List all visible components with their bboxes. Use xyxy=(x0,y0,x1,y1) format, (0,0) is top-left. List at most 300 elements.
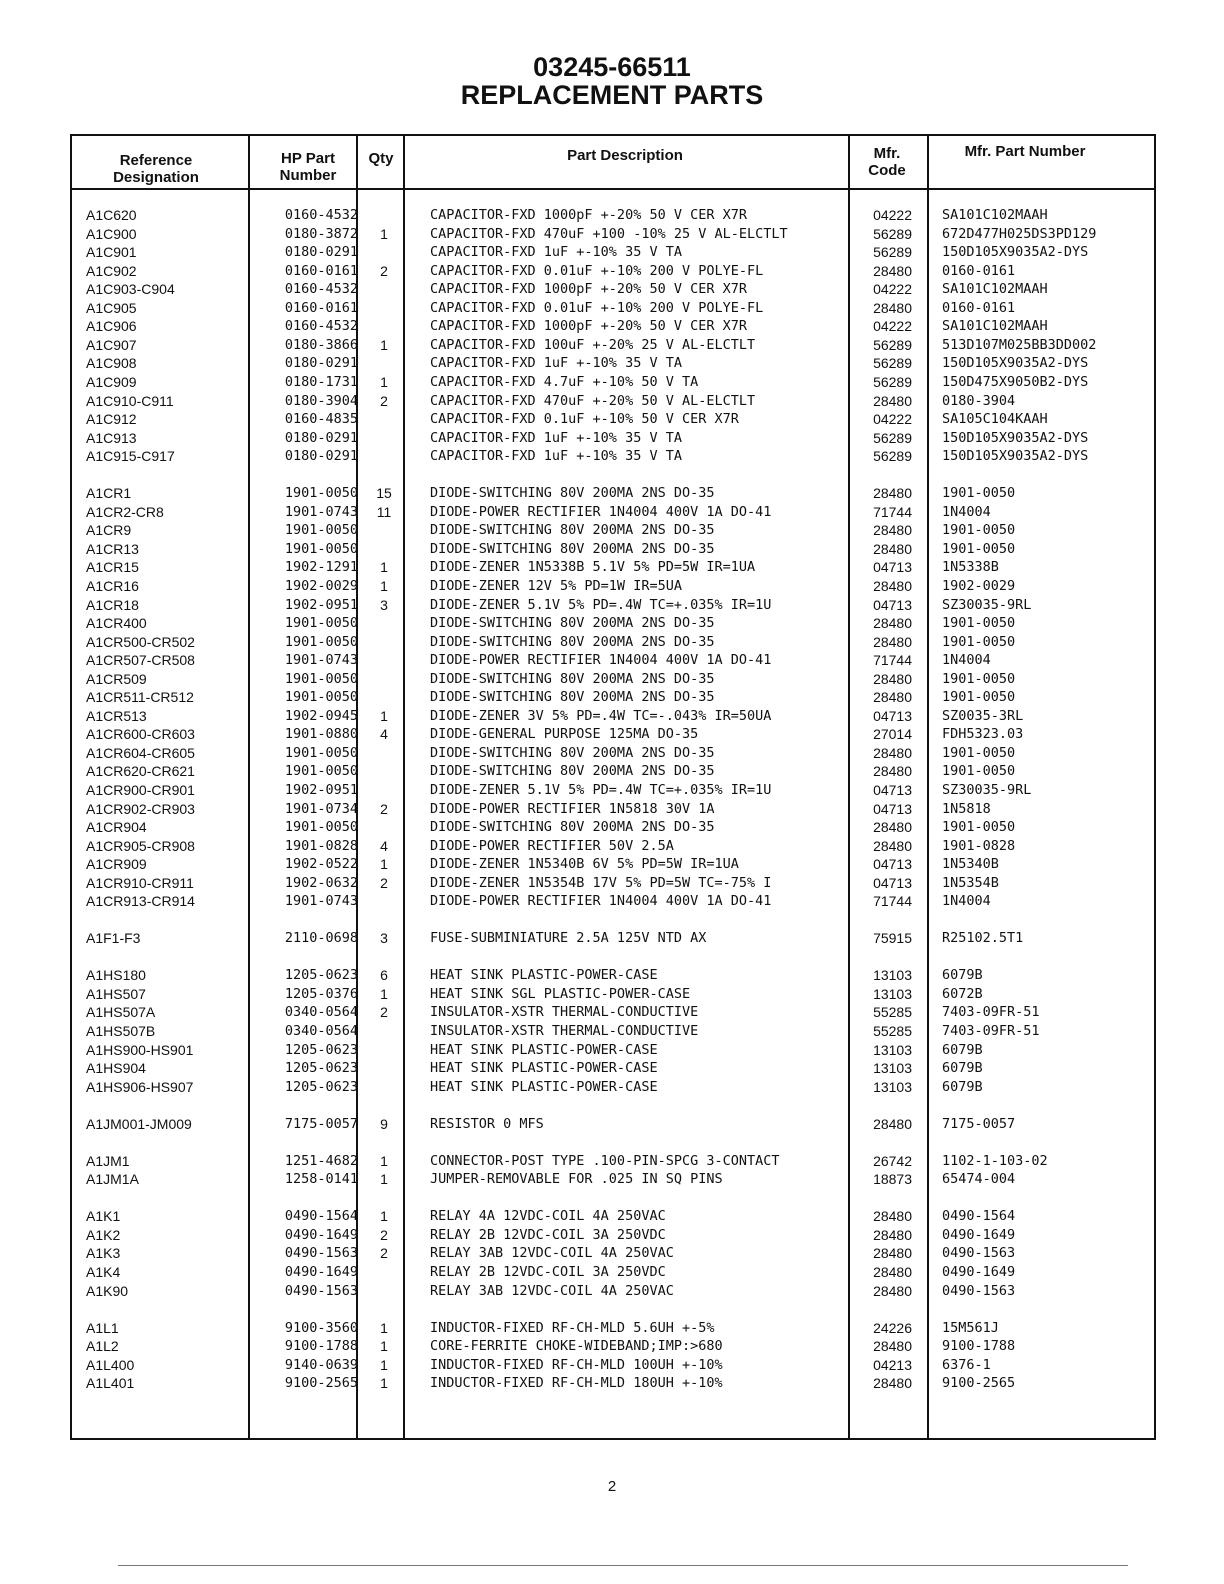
cell-mfr-code: 04713 xyxy=(873,559,912,575)
cell-mfr-code: 56289 xyxy=(873,374,912,390)
cell-mfr-part-number: 6079B xyxy=(942,1042,983,1058)
cell-mfr-part-number: 1N5354B xyxy=(942,875,999,891)
cell-reference-designation: A1HS180 xyxy=(86,967,146,983)
cell-qty: 2 xyxy=(380,875,388,891)
cell-part-description: DIODE-ZENER 3V 5% PD=.4W TC=-.043% IR=50UA xyxy=(430,708,772,724)
cell-mfr-part-number: 1901-0828 xyxy=(942,838,1016,854)
cell-mfr-part-number: 0160-0161 xyxy=(942,263,1016,279)
cell-reference-designation: A1K90 xyxy=(86,1283,129,1299)
cell-part-description: DIODE-SWITCHING 80V 200MA 2NS DO-35 xyxy=(430,485,715,501)
cell-reference-designation: A1K4 xyxy=(86,1264,121,1280)
cell-mfr-code: 75915 xyxy=(873,930,912,946)
cell-part-description: DIODE-ZENER 1N5338B 5.1V 5% PD=5W IR=1UA xyxy=(430,559,756,575)
cell-part-description: CAPACITOR-FXD 470uF +100 -10% 25 V AL-ELCTLT xyxy=(430,226,788,242)
cell-reference-designation: A1CR900-CR901 xyxy=(86,782,195,798)
header-hp-part-number: HP Part Number xyxy=(279,150,337,184)
cell-reference-designation: A1C909 xyxy=(86,374,137,390)
cell-mfr-part-number: 1N5338B xyxy=(942,559,999,575)
header-mfr-code: Mfr. Code xyxy=(868,145,906,179)
cell-mfr-code: 18873 xyxy=(873,1171,912,1187)
cell-qty: 2 xyxy=(380,801,388,817)
cell-hp-part-number: 2110-0698 xyxy=(284,930,358,946)
cell-hp-part-number: 0490-1563 xyxy=(284,1245,358,1261)
cell-part-description: CAPACITOR-FXD 100uF +-20% 25 V AL-ELCTLT xyxy=(430,337,756,353)
cell-part-description: HEAT SINK PLASTIC-POWER-CASE xyxy=(430,1042,658,1058)
cell-reference-designation: A1CR2-CR8 xyxy=(86,504,164,520)
cell-hp-part-number: 1902-0522 xyxy=(284,856,358,872)
cell-qty: 3 xyxy=(380,597,388,613)
cell-part-description: DIODE-SWITCHING 80V 200MA 2NS DO-35 xyxy=(430,522,715,538)
cell-part-description: RESISTOR 0 MFS xyxy=(430,1116,544,1132)
cell-mfr-part-number: 0490-1649 xyxy=(942,1264,1016,1280)
cell-mfr-code: 28480 xyxy=(873,1116,912,1132)
cell-part-description: RELAY 3AB 12VDC-COIL 4A 250VAC xyxy=(430,1245,674,1261)
cell-reference-designation: A1CR909 xyxy=(86,856,147,872)
cell-reference-designation: A1CR18 xyxy=(86,597,139,613)
cell-mfr-part-number: 7403-09FR-51 xyxy=(942,1004,1040,1020)
cell-mfr-part-number: FDH5323.03 xyxy=(942,726,1024,742)
cell-mfr-code: 28480 xyxy=(873,671,912,687)
cell-mfr-part-number: 6072B xyxy=(942,986,983,1002)
cell-mfr-code: 28480 xyxy=(873,1264,912,1280)
cell-reference-designation: A1K2 xyxy=(86,1227,121,1243)
cell-hp-part-number: 1205-0623 xyxy=(284,1042,358,1058)
cell-mfr-part-number: 0490-1564 xyxy=(942,1208,1016,1224)
cell-mfr-code: 13103 xyxy=(873,967,912,983)
cell-reference-designation: A1C903-C904 xyxy=(86,281,175,297)
cell-mfr-code: 28480 xyxy=(873,819,912,835)
cell-mfr-code: 71744 xyxy=(873,504,912,520)
cell-mfr-code: 28480 xyxy=(873,689,912,705)
cell-qty: 2 xyxy=(380,1004,388,1020)
cell-mfr-part-number: 1901-0050 xyxy=(942,819,1016,835)
cell-reference-designation: A1HS507B xyxy=(86,1023,156,1039)
cell-part-description: DIODE-SWITCHING 80V 200MA 2NS DO-35 xyxy=(430,763,715,779)
cell-mfr-code: 28480 xyxy=(873,1208,912,1224)
cell-part-description: DIODE-POWER RECTIFIER 1N4004 400V 1A DO-41 xyxy=(430,652,772,668)
cell-mfr-code: 13103 xyxy=(873,1042,912,1058)
cell-reference-designation: A1C907 xyxy=(86,337,137,353)
cell-mfr-part-number: 1N4004 xyxy=(942,652,991,668)
cell-hp-part-number: 0180-0291 xyxy=(284,355,358,371)
cell-mfr-code: 04213 xyxy=(873,1357,912,1373)
cell-reference-designation: A1C901 xyxy=(86,244,137,260)
column-divider xyxy=(403,134,405,1440)
cell-part-description: DIODE-ZENER 1N5354B 17V 5% PD=5W TC=-75% I xyxy=(430,875,772,891)
cell-qty: 9 xyxy=(380,1116,388,1132)
cell-reference-designation: A1JM1A xyxy=(86,1171,139,1187)
cell-mfr-part-number: 1902-0029 xyxy=(942,578,1016,594)
cell-part-description: FUSE-SUBMINIATURE 2.5A 125V NTD AX xyxy=(430,930,707,946)
cell-mfr-code: 28480 xyxy=(873,541,912,557)
cell-mfr-code: 28480 xyxy=(873,615,912,631)
cell-reference-designation: A1F1-F3 xyxy=(86,930,141,946)
cell-part-description: DIODE-ZENER 1N5340B 6V 5% PD=5W IR=1UA xyxy=(430,856,739,872)
cell-hp-part-number: 1901-0050 xyxy=(284,763,358,779)
cell-part-description: DIODE-SWITCHING 80V 200MA 2NS DO-35 xyxy=(430,615,715,631)
cell-hp-part-number: 0490-1563 xyxy=(284,1283,358,1299)
cell-reference-designation: A1CR15 xyxy=(86,559,139,575)
cell-part-description: HEAT SINK SGL PLASTIC-POWER-CASE xyxy=(430,986,691,1002)
cell-hp-part-number: 1901-0734 xyxy=(284,801,358,817)
cell-part-description: CAPACITOR-FXD 1uF +-10% 35 V TA xyxy=(430,355,682,371)
cell-part-description: DIODE-POWER RECTIFIER 1N5818 30V 1A xyxy=(430,801,715,817)
cell-mfr-part-number: SA105C104KAAH xyxy=(942,411,1048,427)
cell-hp-part-number: 9100-1788 xyxy=(284,1338,358,1354)
header-qty: Qty xyxy=(368,150,394,167)
cell-qty: 1 xyxy=(380,578,388,594)
cell-mfr-part-number: 513D107M025BB3DD002 xyxy=(942,337,1097,353)
cell-mfr-code: 28480 xyxy=(873,634,912,650)
cell-part-description: CAPACITOR-FXD 0.01uF +-10% 200 V POLYE-FL xyxy=(430,300,764,316)
cell-reference-designation: A1C902 xyxy=(86,263,137,279)
cell-mfr-part-number: 1901-0050 xyxy=(942,615,1016,631)
cell-part-description: DIODE-SWITCHING 80V 200MA 2NS DO-35 xyxy=(430,541,715,557)
cell-mfr-code: 71744 xyxy=(873,893,912,909)
cell-reference-designation: A1CR913-CR914 xyxy=(86,893,195,909)
cell-hp-part-number: 7175-0057 xyxy=(284,1116,358,1132)
cell-reference-designation: A1L400 xyxy=(86,1357,135,1373)
cell-reference-designation: A1HS507A xyxy=(86,1004,156,1020)
cell-qty: 4 xyxy=(380,838,388,854)
cell-qty: 6 xyxy=(380,967,388,983)
cell-hp-part-number: 0490-1564 xyxy=(284,1208,358,1224)
cell-hp-part-number: 1902-0632 xyxy=(284,875,358,891)
cell-mfr-part-number: 150D105X9035A2-DYS xyxy=(942,244,1089,260)
cell-reference-designation: A1C912 xyxy=(86,411,137,427)
cell-hp-part-number: 0160-4532 xyxy=(284,207,358,223)
cell-mfr-part-number: SZ30035-9RL xyxy=(942,782,1032,798)
cell-mfr-code: 04713 xyxy=(873,801,912,817)
cell-hp-part-number: 0490-1649 xyxy=(284,1264,358,1280)
cell-reference-designation: A1CR902-CR903 xyxy=(86,801,195,817)
cell-mfr-part-number: 150D475X9050B2-DYS xyxy=(942,374,1089,390)
cell-qty: 1 xyxy=(380,1171,388,1187)
cell-hp-part-number: 0180-0291 xyxy=(284,448,358,464)
cell-hp-part-number: 1901-0050 xyxy=(284,689,358,705)
cell-part-description: RELAY 4A 12VDC-COIL 4A 250VAC xyxy=(430,1208,666,1224)
cell-qty: 4 xyxy=(380,726,388,742)
cell-hp-part-number: 1901-0050 xyxy=(284,634,358,650)
cell-qty: 2 xyxy=(380,1227,388,1243)
cell-part-description: CAPACITOR-FXD 0.1uF +-10% 50 V CER X7R xyxy=(430,411,739,427)
cell-mfr-part-number: 1901-0050 xyxy=(942,522,1016,538)
cell-mfr-part-number: 0490-1563 xyxy=(942,1283,1016,1299)
cell-mfr-code: 28480 xyxy=(873,263,912,279)
cell-part-description: CAPACITOR-FXD 0.01uF +-10% 200 V POLYE-FL xyxy=(430,263,764,279)
cell-mfr-part-number: 150D105X9035A2-DYS xyxy=(942,430,1089,446)
cell-part-description: INDUCTOR-FIXED RF-CH-MLD 100UH +-10% xyxy=(430,1357,723,1373)
cell-mfr-part-number: 9100-1788 xyxy=(942,1338,1016,1354)
cell-mfr-code: 55285 xyxy=(873,1023,912,1039)
cell-mfr-code: 28480 xyxy=(873,485,912,501)
cell-reference-designation: A1CR910-CR911 xyxy=(86,875,194,891)
cell-part-description: CAPACITOR-FXD 1000pF +-20% 50 V CER X7R xyxy=(430,207,747,223)
cell-qty: 1 xyxy=(380,1153,388,1169)
cell-reference-designation: A1K1 xyxy=(86,1208,121,1224)
cell-reference-designation: A1CR400 xyxy=(86,615,147,631)
cell-mfr-code: 13103 xyxy=(873,1079,912,1095)
cell-reference-designation: A1CR511-CR512 xyxy=(86,689,194,705)
cell-qty: 1 xyxy=(380,337,388,353)
cell-mfr-part-number: 7403-09FR-51 xyxy=(942,1023,1040,1039)
cell-hp-part-number: 1251-4682 xyxy=(284,1153,358,1169)
cell-hp-part-number: 0490-1649 xyxy=(284,1227,358,1243)
cell-mfr-code: 04713 xyxy=(873,708,912,724)
cell-reference-designation: A1CR500-CR502 xyxy=(86,634,195,650)
cell-mfr-part-number: 65474-004 xyxy=(942,1171,1016,1187)
cell-reference-designation: A1HS904 xyxy=(86,1060,146,1076)
cell-mfr-part-number: 6079B xyxy=(942,1079,983,1095)
cell-reference-designation: A1CR16 xyxy=(86,578,139,594)
cell-mfr-code: 13103 xyxy=(873,986,912,1002)
cell-part-description: HEAT SINK PLASTIC-POWER-CASE xyxy=(430,967,658,983)
cell-part-description: CAPACITOR-FXD 1000pF +-20% 50 V CER X7R xyxy=(430,281,747,297)
cell-hp-part-number: 1205-0623 xyxy=(284,1079,358,1095)
cell-reference-designation: A1CR905-CR908 xyxy=(86,838,195,854)
header-reference-designation: Reference Designation xyxy=(113,152,199,186)
cell-part-description: DIODE-SWITCHING 80V 200MA 2NS DO-35 xyxy=(430,745,715,761)
cell-hp-part-number: 0180-1731 xyxy=(284,374,358,390)
cell-mfr-part-number: SZ0035-3RL xyxy=(942,708,1024,724)
cell-hp-part-number: 0340-0564 xyxy=(284,1023,358,1039)
cell-hp-part-number: 1901-0050 xyxy=(284,485,358,501)
cell-mfr-code: 28480 xyxy=(873,1283,912,1299)
cell-qty: 2 xyxy=(380,393,388,409)
cell-mfr-code: 28480 xyxy=(873,745,912,761)
cell-mfr-code: 28480 xyxy=(873,393,912,409)
cell-qty: 1 xyxy=(380,708,388,724)
cell-mfr-part-number: 1901-0050 xyxy=(942,634,1016,650)
bottom-rule xyxy=(118,1565,1128,1566)
cell-hp-part-number: 1901-0828 xyxy=(284,838,358,854)
cell-hp-part-number: 1901-0743 xyxy=(284,504,358,520)
cell-part-description: RELAY 2B 12VDC-COIL 3A 250VDC xyxy=(430,1227,666,1243)
column-divider xyxy=(848,134,850,1440)
cell-mfr-part-number: 0490-1563 xyxy=(942,1245,1016,1261)
cell-reference-designation: A1HS900-HS901 xyxy=(86,1042,194,1058)
cell-mfr-part-number: SA101C102MAAH xyxy=(942,281,1048,297)
cell-part-description: CAPACITOR-FXD 1uF +-10% 35 V TA xyxy=(430,448,682,464)
cell-part-description: CORE-FERRITE CHOKE-WIDEBAND;IMP:>680 xyxy=(430,1338,723,1354)
cell-mfr-code: 28480 xyxy=(873,1338,912,1354)
cell-mfr-code: 56289 xyxy=(873,430,912,446)
cell-reference-designation: A1CR600-CR603 xyxy=(86,726,195,742)
cell-mfr-code: 56289 xyxy=(873,226,912,242)
cell-mfr-part-number: SZ30035-9RL xyxy=(942,597,1032,613)
cell-hp-part-number: 0160-4532 xyxy=(284,281,358,297)
cell-reference-designation: A1HS906-HS907 xyxy=(86,1079,194,1095)
column-divider xyxy=(248,134,250,1440)
cell-reference-designation: A1C908 xyxy=(86,355,137,371)
page-number: 2 xyxy=(607,1478,617,1495)
cell-qty: 1 xyxy=(380,374,388,390)
cell-mfr-part-number: 1901-0050 xyxy=(942,763,1016,779)
cell-part-description: DIODE-POWER RECTIFIER 50V 2.5A xyxy=(430,838,674,854)
cell-reference-designation: A1C915-C917 xyxy=(86,448,175,464)
cell-qty: 1 xyxy=(380,226,388,242)
cell-mfr-part-number: 1N5818 xyxy=(942,801,991,817)
cell-hp-part-number: 9100-2565 xyxy=(284,1375,358,1391)
cell-hp-part-number: 0180-0291 xyxy=(284,244,358,260)
cell-hp-part-number: 1901-0050 xyxy=(284,819,358,835)
cell-reference-designation: A1CR509 xyxy=(86,671,147,687)
cell-reference-designation: A1JM001-JM009 xyxy=(86,1116,192,1132)
cell-reference-designation: A1CR9 xyxy=(86,522,132,538)
cell-part-description: CAPACITOR-FXD 1uF +-10% 35 V TA xyxy=(430,430,682,446)
cell-mfr-code: 27014 xyxy=(873,726,912,742)
cell-qty: 1 xyxy=(380,856,388,872)
cell-hp-part-number: 1901-0050 xyxy=(284,745,358,761)
cell-hp-part-number: 1901-0050 xyxy=(284,671,358,687)
cell-mfr-code: 28480 xyxy=(873,763,912,779)
cell-mfr-code: 55285 xyxy=(873,1004,912,1020)
cell-qty: 1 xyxy=(380,1357,388,1373)
cell-qty: 1 xyxy=(380,986,388,1002)
cell-mfr-code: 56289 xyxy=(873,244,912,260)
cell-mfr-part-number: SA101C102MAAH xyxy=(942,318,1048,334)
cell-hp-part-number: 1901-0743 xyxy=(284,893,358,909)
cell-hp-part-number: 0180-3872 xyxy=(284,226,358,242)
cell-mfr-part-number: 6079B xyxy=(942,967,983,983)
cell-part-description: DIODE-SWITCHING 80V 200MA 2NS DO-35 xyxy=(430,819,715,835)
cell-part-description: DIODE-SWITCHING 80V 200MA 2NS DO-35 xyxy=(430,671,715,687)
cell-hp-part-number: 1902-1291 xyxy=(284,559,358,575)
cell-mfr-code: 71744 xyxy=(873,652,912,668)
cell-hp-part-number: 9140-0639 xyxy=(284,1357,358,1373)
cell-mfr-part-number: R25102.5T1 xyxy=(942,930,1024,946)
cell-qty: 2 xyxy=(380,1245,388,1261)
cell-qty: 3 xyxy=(380,930,388,946)
cell-mfr-code: 04222 xyxy=(873,318,912,334)
cell-mfr-code: 56289 xyxy=(873,448,912,464)
cell-hp-part-number: 1901-0050 xyxy=(284,615,358,631)
cell-part-description: INSULATOR-XSTR THERMAL-CONDUCTIVE xyxy=(430,1004,699,1020)
cell-mfr-part-number: 1901-0050 xyxy=(942,671,1016,687)
cell-part-description: CONNECTOR-POST TYPE .100-PIN-SPCG 3-CONTACT xyxy=(430,1153,780,1169)
cell-mfr-code: 04713 xyxy=(873,856,912,872)
cell-qty: 11 xyxy=(376,504,392,520)
cell-hp-part-number: 0180-3904 xyxy=(284,393,358,409)
cell-mfr-code: 28480 xyxy=(873,578,912,594)
cell-part-description: DIODE-SWITCHING 80V 200MA 2NS DO-35 xyxy=(430,634,715,650)
cell-part-description: CAPACITOR-FXD 1uF +-10% 35 V TA xyxy=(430,244,682,260)
cell-part-description: DIODE-SWITCHING 80V 200MA 2NS DO-35 xyxy=(430,689,715,705)
cell-reference-designation: A1CR507-CR508 xyxy=(86,652,195,668)
cell-hp-part-number: 0180-0291 xyxy=(284,430,358,446)
cell-mfr-part-number: 1901-0050 xyxy=(942,689,1016,705)
cell-mfr-code: 04222 xyxy=(873,281,912,297)
cell-reference-designation: A1CR1 xyxy=(86,485,132,501)
cell-part-description: CAPACITOR-FXD 1000pF +-20% 50 V CER X7R xyxy=(430,318,747,334)
cell-qty: 15 xyxy=(376,485,392,501)
cell-mfr-part-number: 1N4004 xyxy=(942,893,991,909)
cell-reference-designation: A1K3 xyxy=(86,1245,121,1261)
cell-reference-designation: A1CR620-CR621 xyxy=(86,763,195,779)
cell-mfr-part-number: 0490-1649 xyxy=(942,1227,1016,1243)
cell-reference-designation: A1CR13 xyxy=(86,541,139,557)
cell-hp-part-number: 1901-0050 xyxy=(284,541,358,557)
document-subtitle: REPLACEMENT PARTS xyxy=(460,80,764,110)
cell-mfr-part-number: 1102-1-103-02 xyxy=(942,1153,1048,1169)
cell-mfr-part-number: 150D105X9035A2-DYS xyxy=(942,448,1089,464)
cell-mfr-code: 28480 xyxy=(873,1375,912,1391)
cell-mfr-part-number: 6079B xyxy=(942,1060,983,1076)
cell-hp-part-number: 9100-3560 xyxy=(284,1320,358,1336)
cell-mfr-part-number: 7175-0057 xyxy=(942,1116,1016,1132)
cell-mfr-part-number: 1N4004 xyxy=(942,504,991,520)
cell-reference-designation: A1L1 xyxy=(86,1320,119,1336)
cell-part-description: HEAT SINK PLASTIC-POWER-CASE xyxy=(430,1079,658,1095)
cell-mfr-code: 04713 xyxy=(873,875,912,891)
cell-part-description: INDUCTOR-FIXED RF-CH-MLD 5.6UH +-5% xyxy=(430,1320,715,1336)
cell-mfr-part-number: 9100-2565 xyxy=(942,1375,1016,1391)
column-divider xyxy=(927,134,929,1440)
cell-reference-designation: A1C900 xyxy=(86,226,137,242)
cell-mfr-code: 04713 xyxy=(873,782,912,798)
cell-mfr-code: 26742 xyxy=(873,1153,912,1169)
cell-hp-part-number: 1902-0029 xyxy=(284,578,358,594)
cell-part-description: DIODE-POWER RECTIFIER 1N4004 400V 1A DO-41 xyxy=(430,893,772,909)
cell-qty: 1 xyxy=(380,1208,388,1224)
cell-hp-part-number: 0160-0161 xyxy=(284,300,358,316)
cell-hp-part-number: 0160-4835 xyxy=(284,411,358,427)
cell-hp-part-number: 1205-0623 xyxy=(284,967,358,983)
cell-reference-designation: A1C906 xyxy=(86,318,137,334)
cell-mfr-code: 04713 xyxy=(873,597,912,613)
cell-mfr-code: 13103 xyxy=(873,1060,912,1076)
cell-mfr-code: 28480 xyxy=(873,300,912,316)
cell-part-description: INSULATOR-XSTR THERMAL-CONDUCTIVE xyxy=(430,1023,699,1039)
cell-hp-part-number: 1902-0945 xyxy=(284,708,358,724)
cell-reference-designation: A1C913 xyxy=(86,430,137,446)
cell-mfr-code: 04222 xyxy=(873,207,912,223)
cell-reference-designation: A1L401 xyxy=(86,1375,135,1391)
header-mfr-part-number: Mfr. Part Number xyxy=(964,143,1086,160)
cell-mfr-part-number: 672D477H025DS3PD129 xyxy=(942,226,1097,242)
cell-part-description: DIODE-ZENER 5.1V 5% PD=.4W TC=+.035% IR=1U xyxy=(430,782,772,798)
cell-hp-part-number: 1901-0880 xyxy=(284,726,358,742)
cell-hp-part-number: 1901-0050 xyxy=(284,522,358,538)
cell-part-description: HEAT SINK PLASTIC-POWER-CASE xyxy=(430,1060,658,1076)
cell-part-description: CAPACITOR-FXD 4.7uF +-10% 50 V TA xyxy=(430,374,699,390)
cell-mfr-part-number: 1N5340B xyxy=(942,856,999,872)
cell-mfr-part-number: 1901-0050 xyxy=(942,541,1016,557)
cell-mfr-code: 24226 xyxy=(873,1320,912,1336)
cell-mfr-part-number: 150D105X9035A2-DYS xyxy=(942,355,1089,371)
cell-hp-part-number: 1902-0951 xyxy=(284,597,358,613)
cell-reference-designation: A1CR513 xyxy=(86,708,147,724)
cell-hp-part-number: 1902-0951 xyxy=(284,782,358,798)
cell-reference-designation: A1JM1 xyxy=(86,1153,130,1169)
cell-mfr-code: 28480 xyxy=(873,1227,912,1243)
cell-part-description: DIODE-ZENER 12V 5% PD=1W IR=5UA xyxy=(430,578,682,594)
cell-reference-designation: A1HS507 xyxy=(86,986,146,1002)
cell-reference-designation: A1C620 xyxy=(86,207,137,223)
cell-qty: 1 xyxy=(380,559,388,575)
cell-hp-part-number: 0160-4532 xyxy=(284,318,358,334)
cell-part-description: INDUCTOR-FIXED RF-CH-MLD 180UH +-10% xyxy=(430,1375,723,1391)
cell-reference-designation: A1CR904 xyxy=(86,819,147,835)
cell-hp-part-number: 0160-0161 xyxy=(284,263,358,279)
cell-mfr-code: 04222 xyxy=(873,411,912,427)
cell-mfr-code: 56289 xyxy=(873,337,912,353)
cell-mfr-part-number: SA101C102MAAH xyxy=(942,207,1048,223)
cell-qty: 2 xyxy=(380,263,388,279)
cell-part-description: RELAY 3AB 12VDC-COIL 4A 250VAC xyxy=(430,1283,674,1299)
cell-part-description: RELAY 2B 12VDC-COIL 3A 250VDC xyxy=(430,1264,666,1280)
cell-mfr-part-number: 0160-0161 xyxy=(942,300,1016,316)
